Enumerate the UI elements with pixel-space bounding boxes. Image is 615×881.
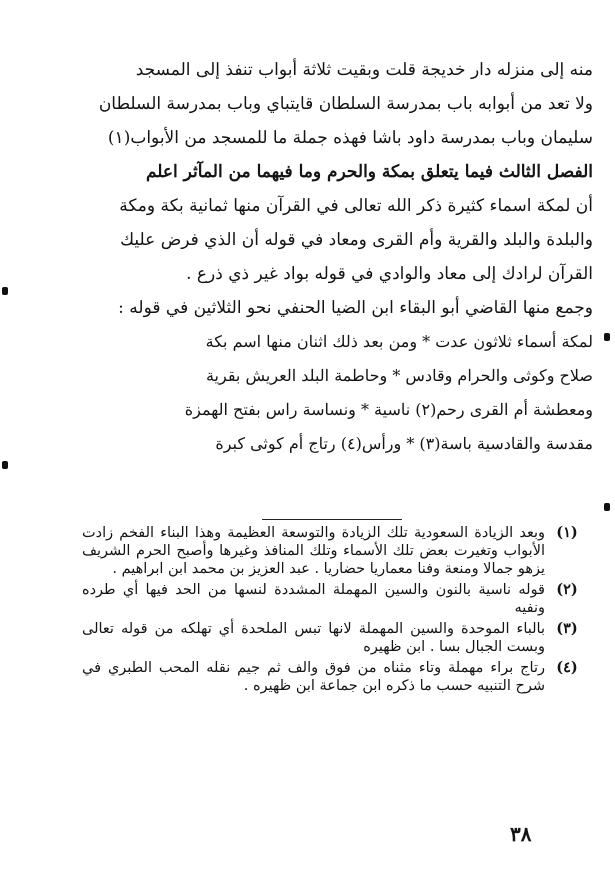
text-line: وجمع منها القاضي أبو البقاء ابن الضيا الحنفي نحو الثلاثين في قوله : — [118, 298, 593, 318]
text-line: ولا تعد من أبوابه باب بمدرسة السلطان قايتباي وباب بمدرسة السلطان — [98, 94, 593, 114]
footnote-text: وبعد الزيادة السعودية تلك الزيادة والتوسعة العظيمة وهذا البناء الفخم زادت الأبواب وتغيرت بعض تلك الأسماء وتلك المنافذ وغيرها وأصبح الحرم الشريف يزهو جمالا ومنعة وفنا معماريا حضاريا . عبد العزيز بن محمد ابن ابراهيم . — [82, 525, 545, 577]
footnote-separator — [262, 519, 402, 520]
footnotes — [82, 524, 589, 698]
footnote-number: (٢) — [556, 581, 578, 598]
footnote-text: رتاج براء مهملة وتاء مثناه من فوق والف ثم جيم نقله المحب الطبري في شرح التنبيه حسب ما ذكره ابن جماعة ابن ظهيره . — [82, 660, 545, 694]
page-number: ٣٨ — [510, 822, 532, 846]
margin-mark — [604, 503, 610, 511]
main-text — [82, 58, 593, 466]
footnote-text: قوله ناسية بالنون والسين المهملة المشددة لنسها من الحد فيها أي طرده ونفيه — [82, 582, 545, 616]
footnote-number: (٣) — [556, 620, 578, 637]
footnote — [82, 581, 589, 617]
text-line: سليمان وباب بمدرسة داود باشا فهذه جملة ما للمسجد من الأبواب(١) — [107, 128, 593, 148]
poem-line: ومعطشة أم القرى رحم(٢) ناسية * ونساسة راس بفتح الهمزة — [184, 400, 593, 419]
footnote — [82, 524, 589, 578]
footnote — [82, 620, 589, 656]
text-line: منه إلى منزله دار خديجة قلت وبقيت ثلاثة أبواب تنفذ إلى المسجد — [135, 60, 593, 80]
footnote-number: (٤) — [556, 659, 578, 676]
text-line: أن لمكة اسماء كثيرة ذكر الله تعالى في القرآن منها ثمانية بكة ومكة — [119, 196, 593, 216]
poem-line: مقدسة والقادسية باسة(٣) * ورأس(٤) رتاج أم كوثى كبرة — [215, 434, 593, 453]
text-line: والبلدة والبلد والقرية وأم القرى ومعاد في قوله أن الذي فرض عليك — [120, 230, 593, 250]
section-heading: الفصل الثالث فيما يتعلق بمكة والحرم وما فيهما من المآثر اعلم — [145, 162, 593, 182]
poem-line: صلاح وكوثى والحرام وقادس * وحاطمة البلد العريش بقرية — [205, 366, 593, 385]
text-line: القرآن لرادك إلى معاد والوادي في قوله بواد غير ذي ذرع . — [186, 264, 593, 284]
footnote-text: بالباء الموحدة والسين المهملة لانها تبس الملحدة أي تهلكه من قوله تعالى وبست الجبال بسا . ابن ظهيره — [82, 621, 545, 655]
footnote-number: (١) — [556, 524, 578, 541]
margin-mark — [2, 287, 8, 295]
margin-mark — [604, 333, 610, 341]
poem-line: لمكة أسماء ثلاثون عدت * ومن بعد ذلك اثنان منها اسم بكة — [205, 332, 593, 351]
margin-mark — [2, 461, 8, 469]
footnote — [82, 659, 589, 695]
